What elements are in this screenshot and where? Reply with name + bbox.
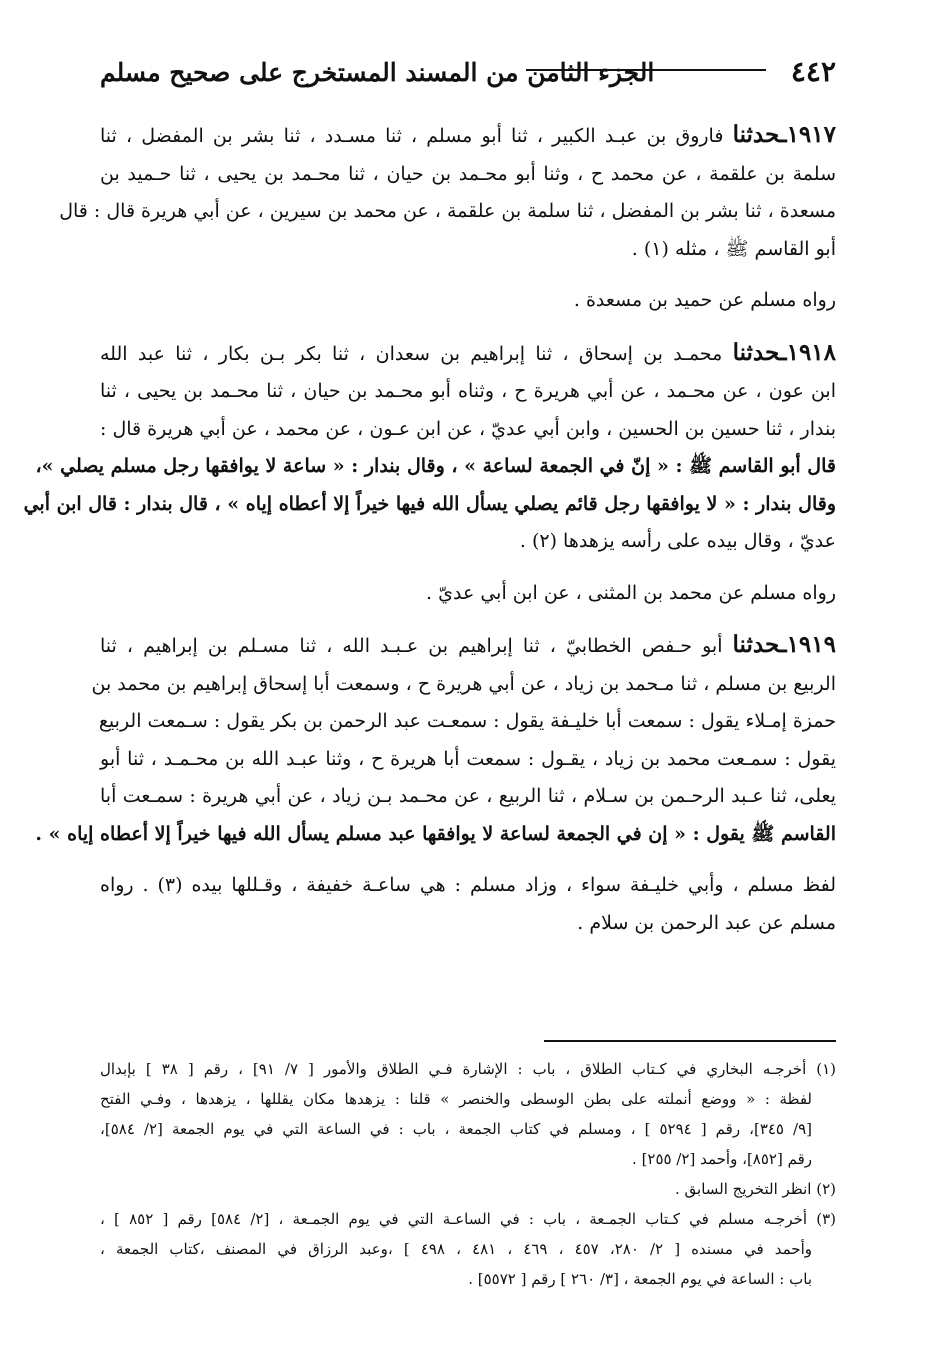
page-number: ٤٤٢ [790,55,836,88]
riwaya-1918 [100,575,836,613]
text-segment: فاروق بن عبـد الكبير ، ثنا أبو مسلم ، ثنا مسـدد ، ثنا بشر بن المفضل ، ثنا [100,125,724,147]
riwaya-1917 [100,282,836,320]
text-line [100,334,836,374]
text-line: وقال بندار : « لا يوافقها رجل قائم يصلي يسأل الله فيها خيراً إلا أعطاه إياه » ، قال بندار : قال ابن أبي [23,492,836,515]
text-line: بندار ، ثنا حسين بن الحسين ، وابن أبي عديّ ، عن ابن عـون ، عن محمد ، عن أبي هريرة قال : [100,417,836,440]
footnote-line: وأحمد في مسنده [ ٢/ ٢٨٠، ٤٥٧ ، ٤٦٩ ، ٤٨١ ، ٤٩٨ ] ،وعبد الرزاق في المصنف ،كتاب الجمعة ، [100,1240,812,1258]
text-line: عديّ ، وقال بيده على رأسه يزهدها (٢) . [519,530,836,552]
footnote-line: باب : الساعة في يوم الجمعة ، [٣/ ٢٦٠ ] رقم [ ٥٥٧٢] . [468,1270,812,1288]
hadith-number: ١٩١٧ [786,121,836,148]
riwaya-1919 [100,867,836,942]
footnote-line: رقم [٨٥٢]، وأحمد [٢/ ٢٥٥] . [632,1150,812,1168]
text-line: حمزة إمـلاء يقول : سمعت أبا خليـفة يقول : سمعـت عبد الرحمن بن بكر يقول : سـمعت الربيع [98,710,836,732]
text-line: يعلى، ثنا عـبد الرحـمن بن سـلام ، ثنا الربيع ، عن محـمد بـن زياد ، عن أبي هريرة : سمـعت أبا [100,785,836,807]
footnote-3 [100,1204,836,1294]
running-title: الجزء الثامن من المسند المستخرج على صحيح مسلم [100,58,655,87]
hadith-1917 [59,116,836,268]
riwaya-line: رواه مسلم عن محمد بن المثنى ، عن ابن أبي عديّ . [426,581,836,604]
hadith-number: ١٩١٨ [786,338,837,366]
footnote-line: لفظة : « ووضع أنملته على بطن الوسطى والخنصر » قلنا : يزهدها مكان يقللها ، يزهدها ، وفـي الفتح [100,1090,812,1108]
text-line: القاسم ﷺ يقول : « إن في الجمعة لساعة لا يوافقها عبد مسلم يسأل الله فيها خيراً إلا أعطاه إياه » . [35,822,836,845]
hadith-1918 [23,334,837,561]
text-line: الربيع بن مسلم ، ثنا مـحمد بن زياد ، عن أبي هريرة ح ، وسمعت أبا إسحاق إبراهيم بن محمد بن [91,672,836,695]
footnote-rule [544,1040,836,1042]
text-line [100,626,836,666]
riwaya-line: مسلم عن عبد الرحمن بن سلام . [577,911,836,934]
text-line: قال أبو القاسم ﷺ : « إنّ في الجمعة لساعة » ، وقال بندار : « ساعة لا يوافقها رجل مسلم يصلي »، [35,455,836,477]
footnote-2 [100,1174,836,1204]
text-line: مسعدة ، ثنا بشر بن المفضل ، ثنا سلمة بن علقمة ، عن محمد بن سيرين ، عن أبي هريرة قال : قال [59,200,836,222]
riwaya-line: لفظ مسلم ، وأبي خليـفة سواء ، وزاد مسلم : هي ساعـة خفيفة ، وقـللها بيده (٣) . رواه [100,874,836,896]
text-segment: أبو حـفص الخطابيّ ، ثنا إبراهيم بن عـبـد الله ، ثنا مسـلم بن إبراهيم ، ثنا [100,635,723,657]
haddathana-word: ـحدثنا [732,338,787,366]
hadith-1919 [35,626,836,853]
text-line: ابن عون ، عن محـمد ، عن أبي هريرة ح ، وثناه أبو محـمد بن حيان ، ثنا محـمد بن يحيى ، ثنا [100,380,836,402]
haddathana-word: ـحدثنا [732,121,787,148]
footnote-line: (٢) انظر التخريج السابق . [675,1180,836,1198]
page-header [100,52,836,102]
footnote-1 [100,1054,836,1174]
footnote-line: [٩/ ٣٤٥]، رقم [ ٥٢٩٤ ] ، ومسلم في كتاب الجمعة ، باب : في الساعة التي في يوم الجمعة [٢/ ٥٨٤]، [100,1120,813,1138]
haddathana-word: ـحدثنا [732,631,787,658]
text-line: أبو القاسم ﷺ ، مثله (١) . [631,237,836,260]
footnote-line: (١) أخرجـه البخاري في كـتاب الطلاق ، باب : الإشارة فـي الطلاق والأمور [ ٧/ ٩١] ، رقم [ ٣٨ ] بإبدال [100,1060,837,1078]
footnotes [100,1054,836,1294]
hadith-number: ١٩١٩ [786,631,836,658]
main-text [23,116,837,956]
riwaya-line: رواه مسلم عن حميد بن مسعدة . [573,289,836,311]
text-line: يقول : سمـعت محمد بن زياد ، يقـول : سمعت أبا هريرة ح ، وثنا عبـد الله بن محـمـد ، ثنا أبو [100,747,836,770]
text-line [100,116,836,156]
footnote-line: (٣) أخرجـه مسلم في كـتاب الجمـعة ، باب : في الساعـة التي في يوم الجمـعة ، [٢/ ٥٨٤] رقم [ ٨٥٢ ] ، [100,1210,837,1228]
text-segment: محمـد بن إسحاق ، ثنا إبراهيم بن سعدان ، ثنا بكر بـن بكار ، ثنا عبد الله [100,342,723,365]
text-line: سلمة بن علقمة ، عن محمد ح ، وثنا أبو محـمد بن حيان ، ثنا محـمد بن يحيى ، ثنا حـميد بن [100,162,836,185]
